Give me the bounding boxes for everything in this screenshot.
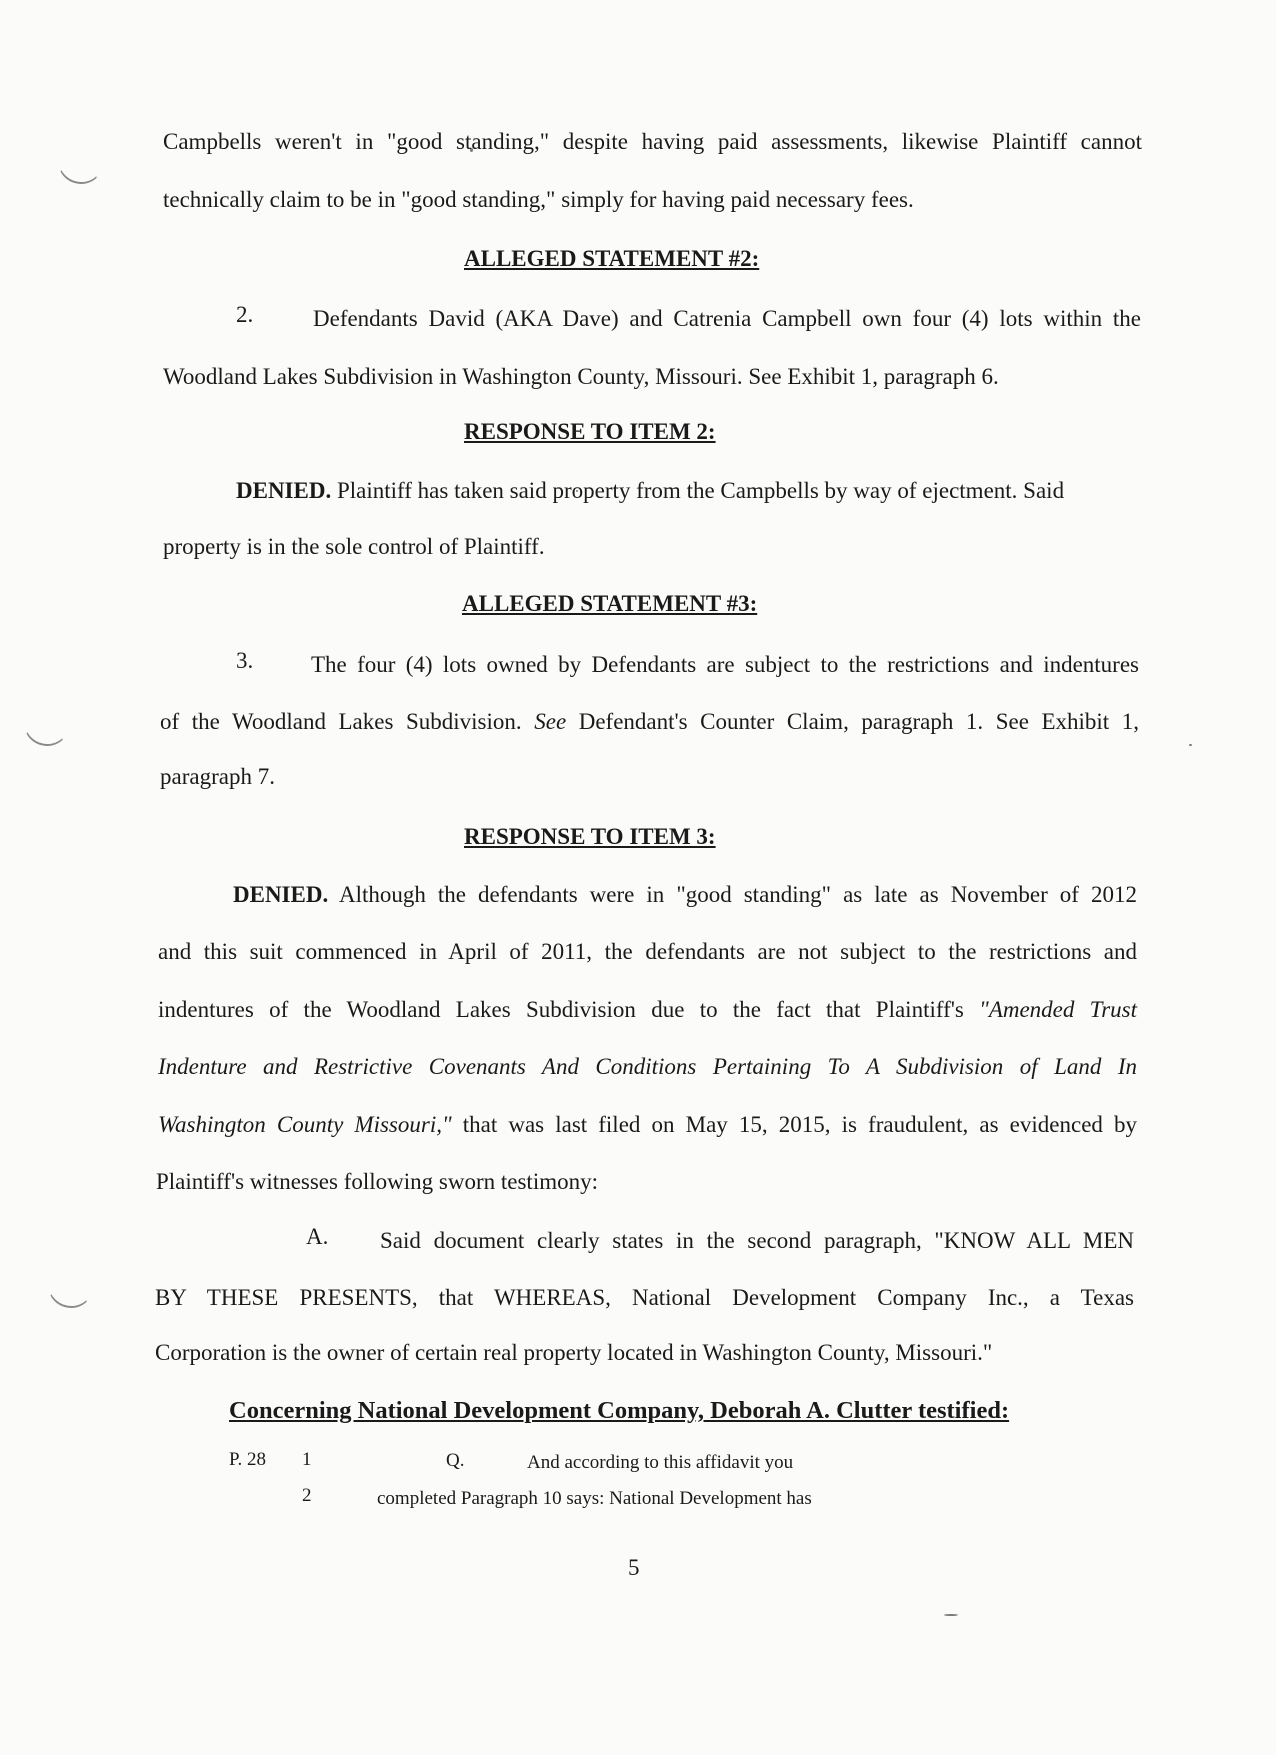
response-2-line-1 bbox=[236, 476, 1064, 506]
response-3-line-5 bbox=[158, 1110, 1137, 1140]
response-3-line-1-text: Although the defendants were in "good standing" as late as November of 2012 bbox=[338, 882, 1137, 907]
response-2-line-2: property is in the sole control of Plaintiff. bbox=[163, 534, 545, 559]
response-3-line-5-post: that was last filed on May 15, 2015, is fraudulent, as evidenced by bbox=[462, 1112, 1138, 1137]
intro-line-2: technically claim to be in "good standing," simply for having paid necessary fees. bbox=[163, 187, 914, 212]
response-3-line-6: Plaintiff's witnesses following sworn testimony: bbox=[156, 1169, 598, 1194]
deposition-page-ref: P. 28 bbox=[229, 1449, 266, 1470]
alleged-3-line-1: The four (4) lots owned by Defendants are subject to the restrictions and indentures bbox=[311, 652, 1139, 677]
alleged-2-line-2: Woodland Lakes Subdivision in Washington County, Missouri. See Exhibit 1, paragraph 6. bbox=[163, 364, 999, 389]
scan-speck bbox=[944, 1614, 958, 1616]
deposition-line-number: 2 bbox=[302, 1485, 312, 1506]
item-a-line-1: Said document clearly states in the second paragraph, "KNOW ALL MEN bbox=[380, 1228, 1134, 1253]
response-3-line-1 bbox=[233, 880, 1137, 910]
item-a-line-2: BY THESE PRESENTS, that WHEREAS, National Development Company Inc., a Texas bbox=[155, 1285, 1134, 1310]
alleged-statement-3-heading: ALLEGED STATEMENT #3: bbox=[462, 591, 758, 616]
punch-hole-mark bbox=[44, 1258, 97, 1311]
alleged-3-line-3: paragraph 7. bbox=[160, 764, 275, 789]
response-2-line-1-text: Plaintiff has taken said property from the Campbells by way of ejectment. Said bbox=[336, 478, 1065, 503]
denied-label: DENIED. bbox=[236, 478, 332, 503]
denied-label: DENIED. bbox=[233, 882, 329, 907]
punch-hole-mark bbox=[54, 134, 107, 187]
deposition-line-number: 1 bbox=[302, 1449, 312, 1470]
response-3-line-3-pre: indentures of the Woodland Lakes Subdivision due to the fact that Plaintiff's bbox=[158, 997, 964, 1022]
deposition-question-label: Q. bbox=[446, 1450, 465, 1471]
response-item-3-heading: RESPONSE TO ITEM 3: bbox=[464, 824, 716, 849]
amended-trust-title: "Amended Trust bbox=[979, 997, 1137, 1022]
testimony-heading: Concerning National Development Company, Deborah A. Clutter testified: bbox=[229, 1397, 1010, 1424]
item-a-line-3: Corporation is the owner of certain real property located in Washington County, Missouri." bbox=[155, 1340, 993, 1365]
response-3-line-3 bbox=[158, 995, 1137, 1025]
washington-county-title: Washington County Missouri," bbox=[158, 1112, 452, 1137]
alleged-3-line-2-post: Defendant's Counter Claim, paragraph 1. See Exhibit 1, bbox=[578, 709, 1140, 734]
see-italic: See bbox=[534, 709, 567, 734]
page-number: 5 bbox=[628, 1555, 640, 1580]
scan-speck bbox=[1189, 744, 1192, 746]
deposition-line-text: completed Paragraph 10 says: National Development has bbox=[377, 1488, 812, 1509]
deposition-line-text: And according to this affidavit you bbox=[527, 1452, 794, 1473]
alleged-2-line-1: Defendants David (AKA Dave) and Catrenia Campbell own four (4) lots within the bbox=[313, 306, 1141, 331]
alleged-2-number: 2. bbox=[236, 302, 254, 327]
punch-hole-mark bbox=[20, 696, 73, 749]
alleged-3-line-2-pre: of the Woodland Lakes Subdivision. bbox=[160, 709, 522, 734]
item-a-letter: A. bbox=[306, 1224, 329, 1249]
response-3-line-2: and this suit commenced in April of 2011, the defendants are not subject to the restrictions and bbox=[158, 939, 1137, 964]
response-item-2-heading: RESPONSE TO ITEM 2: bbox=[464, 419, 716, 444]
alleged-3-number: 3. bbox=[236, 648, 254, 673]
response-3-line-4: Indenture and Restrictive Covenants And Conditions Pertaining To A Subdivision of Land In bbox=[158, 1054, 1137, 1079]
intro-line-1: Campbells weren't in "good standing," despite having paid assessments, likewise Plaintiff cannot bbox=[163, 129, 1142, 154]
alleged-statement-2-heading: ALLEGED STATEMENT #2: bbox=[464, 246, 760, 271]
alleged-3-line-2 bbox=[160, 707, 1139, 737]
